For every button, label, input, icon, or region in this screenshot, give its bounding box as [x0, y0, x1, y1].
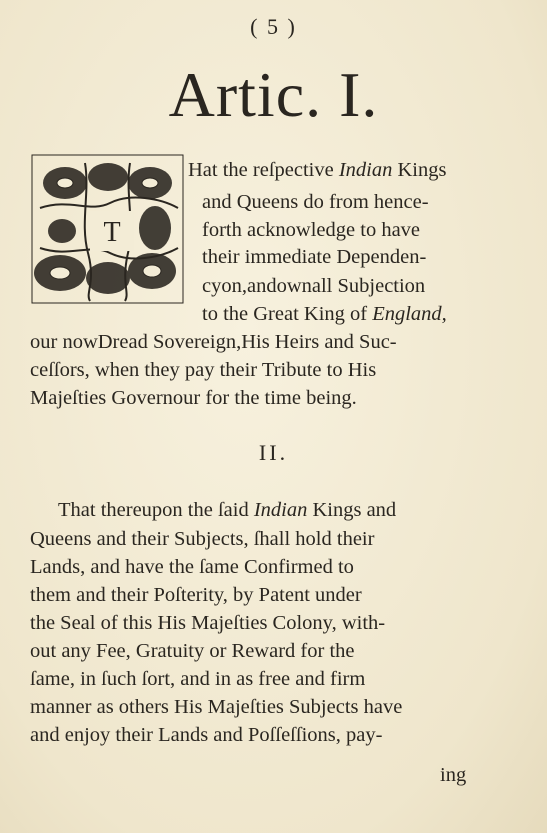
text-run: Queens and their Subjects, ſhall hold their — [30, 528, 375, 550]
text-run: and enjoy their Lands and Poſſeſſions, pay- — [30, 724, 383, 746]
article-1-line — [202, 190, 429, 214]
italic-run: Indian — [253, 499, 308, 521]
text-run: Lands, and have the ſame Confirmed to — [30, 556, 354, 578]
article-2-line — [30, 555, 354, 579]
article-1-line — [30, 358, 376, 382]
article-1-line — [202, 245, 426, 269]
text-run: Kings and — [307, 499, 397, 521]
text-run: ſame, in ſuch ſort, and in as free and firm — [30, 668, 366, 690]
article-2-line — [30, 583, 362, 607]
article-2-line — [30, 695, 402, 719]
drop-cap-letter: T — [103, 217, 121, 248]
article-1-line — [202, 302, 447, 326]
text-run: their immediate Dependen- — [202, 246, 427, 268]
text-run: to the Great King of — [202, 303, 373, 325]
text-run: ceſſors, when they pay their Tribute to His — [30, 359, 377, 381]
italic-run: Indian — [338, 159, 393, 181]
text-run: the Seal of this His Majeſties Colony, with- — [30, 612, 386, 634]
article-2-line — [30, 527, 374, 551]
text-run: manner as others His Majeſties Subjects have — [30, 696, 403, 718]
italic-run: England, — [372, 303, 447, 325]
article-1-line — [30, 330, 397, 354]
text-run: forth acknowledge to have — [202, 219, 421, 241]
text-run: out any Fee, Gratuity or Reward for the — [30, 640, 355, 662]
text-run: Kings — [392, 159, 447, 181]
catchword: ing — [440, 764, 467, 786]
article-1-line — [202, 274, 425, 298]
text-run: That thereupon the ſaid — [58, 499, 254, 521]
text-run: and Queens do from hence- — [202, 191, 429, 213]
text-run: them and their Poſterity, by Patent under — [30, 584, 362, 606]
article-2-line — [30, 611, 385, 635]
text-run: Majeſties Governour for the time being. — [30, 387, 357, 409]
article-2-line — [30, 639, 355, 663]
article-1-line — [30, 386, 357, 410]
text-run: Hat the reſpective — [188, 159, 339, 181]
page-number: ( 5 ) — [250, 14, 297, 39]
text-run: our nowDread Sovereign,His Heirs and Suc- — [30, 331, 397, 353]
article-1-line — [188, 158, 446, 182]
article-2-line — [30, 667, 365, 691]
article-2-line — [30, 723, 382, 747]
section-heading: II. — [258, 440, 289, 465]
article-1-line — [202, 218, 420, 242]
ornamental-initial — [30, 153, 185, 305]
article-2-line — [58, 498, 396, 522]
article-title: Artic. I. — [168, 59, 379, 130]
floral-ornament-icon — [30, 153, 185, 305]
text-run: cyon,andownall Subjection — [202, 275, 426, 297]
